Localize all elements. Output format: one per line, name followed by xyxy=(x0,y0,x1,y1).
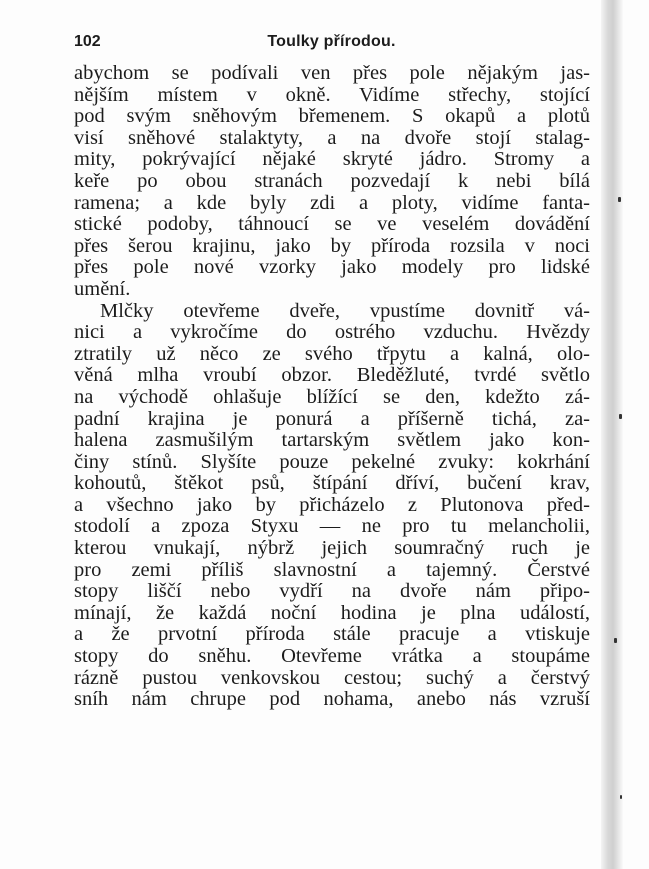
text-line: nici a vykročíme do ostrého vzduchu. Hvězdy xyxy=(74,321,590,344)
running-title: Toulky přírodou. xyxy=(267,33,396,50)
text-line: padní krajina je ponurá a příšerně tichá, za- xyxy=(74,407,590,430)
text-line: na východě ohlašuje blížící se den, kdežto zá- xyxy=(74,385,590,408)
text-line: přes šerou krajinu, jako by příroda rozsila v noci xyxy=(74,234,590,257)
text-line: pod svým sněhovým břemenem. S okapů a plotů xyxy=(74,105,590,128)
text-line: věná mlha vroubí obzor. Bleděžluté, tvrdé světlo xyxy=(74,364,590,387)
text-line: visí sněhové stalaktyty, a na dvoře stojí stalag- xyxy=(74,126,590,149)
text-line: kohoutů, štěkot psů, štípání dříví, bučení krav, xyxy=(74,472,590,495)
scan-speck xyxy=(620,795,622,799)
text-line: ztratily už něco ze svého třpytu a kalná, olo- xyxy=(74,342,590,365)
text-line: pro zemi příliš slavnostní a tajemný. Čerstvé xyxy=(74,558,590,581)
text-line: keře po obou stranách pozvedají k nebi bílá xyxy=(74,169,590,192)
text-line: mity, pokrývající nějaké skryté jádro. Stromy a xyxy=(74,148,590,171)
text-line: stopy do sněhu. Otevřeme vrátka a stoupáme xyxy=(74,645,590,668)
text-line: přes pole nové vzorky jako modely pro lidské xyxy=(74,256,590,279)
page-number: 102 xyxy=(74,33,101,50)
text-line: kterou vnukají, nýbrž jejich soumračný ruch je xyxy=(74,537,590,560)
text-line: činy stínů. Slyšíte pouze pekelné zvuky: kokrhání xyxy=(74,450,590,473)
text-line: a že prvotní příroda stále pracuje a vtiskuje xyxy=(74,623,590,646)
text-line: stopy liščí nebo vydří na dvoře nám připo- xyxy=(74,580,590,603)
text-line: rázně pustou venkovskou cestou; suchý a čerstvý xyxy=(74,666,590,689)
text-line: a všechno jako by přicházelo z Plutonova před- xyxy=(74,493,590,516)
scan-speck xyxy=(618,197,621,202)
text-line: ramena; a kde byly zdi a ploty, vidíme fanta- xyxy=(74,191,590,214)
body-text xyxy=(74,63,590,711)
text-line: umění. xyxy=(74,277,131,300)
text-line: Mlčky otevřeme dveře, vpustíme dovnitř vá- xyxy=(100,299,590,322)
text-line: mínají, že každá noční hodina je plna událostí, xyxy=(74,601,590,624)
scan-speck xyxy=(619,414,622,419)
running-header xyxy=(74,33,589,55)
text-line: sníh nám chrupe pod nohama, anebo nás vzruší xyxy=(74,688,590,711)
text-line: stické podoby, táhnoucí se ve veselém dovádění xyxy=(74,213,590,236)
page-gutter-shadow xyxy=(601,0,623,869)
text-line: halena zasmušilým tartarským světlem jako kon- xyxy=(74,429,590,452)
text-line: nějším místem v okně. Vidíme střechy, stojící xyxy=(74,83,590,106)
text-line: abychom se podívali ven přes pole nějakým jas- xyxy=(74,62,590,84)
scan-speck xyxy=(614,638,617,643)
text-line: stodolí a zpoza Styxu — ne pro tu melancholii, xyxy=(74,515,590,538)
